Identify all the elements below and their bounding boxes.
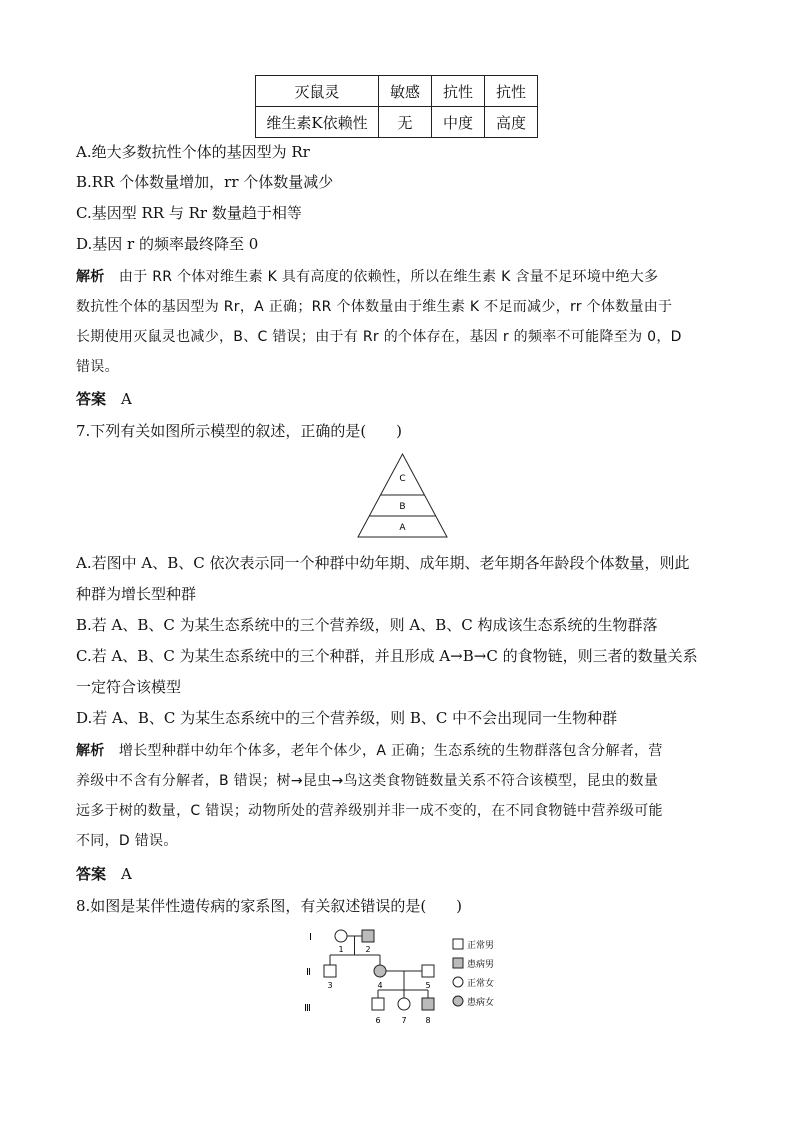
pyramid-label-c: C [399, 474, 406, 484]
individual-number: 2 [365, 945, 371, 954]
q7-option-d: D.若 A、B、C 为某生态系统中的三个营养级，则 B、C 中不会出现同一生物种群 [76, 709, 618, 727]
generation-label-3: Ⅲ [304, 1003, 311, 1014]
table-cell: 敏感 [379, 76, 432, 107]
individual-2-affected-male [362, 930, 374, 942]
q7-analysis-line: 远多于树的数量，C 错误；动物所处的营养级别并非一成不变的，在不同食物链中营养级可能 [76, 803, 663, 819]
legend-normal-female-icon [453, 977, 463, 987]
generation-label-1: Ⅰ [309, 932, 312, 943]
individual-number: 5 [425, 981, 431, 990]
table-row [256, 107, 538, 138]
q6-answer [76, 389, 132, 409]
analysis-text: 增长型种群中幼年个体多，老年个体少，A 正确；生态系统的生物群落包含分解者，营 [118, 743, 663, 759]
q7-analysis-line: 养级中不含有分解者，B 错误；树→昆虫→鸟这类食物链数量关系不符合该模型，昆虫的数量 [76, 773, 659, 789]
q6-option-c: C.基因型 RR 与 Rr 数量趋于相等 [76, 204, 302, 222]
answer-label: 答案 [76, 390, 107, 408]
individual-3-normal-male [324, 965, 336, 977]
q6-option-a: A.绝大多数抗性个体的基因型为 Rr [76, 143, 310, 161]
individual-7-normal-female [398, 998, 410, 1010]
pyramid-diagram [355, 452, 450, 540]
individual-6-normal-male [372, 998, 384, 1010]
individual-5-normal-male [422, 965, 434, 977]
answer-value: A [121, 865, 132, 883]
q6-analysis-line [76, 267, 658, 287]
q7-analysis-line: 不同，D 错误。 [76, 833, 178, 849]
individual-number: 1 [338, 945, 344, 954]
q7-option-b: B.若 A、B、C 为某生态系统中的三个营养级，则 A、B、C 构成该生态系统的生物群落 [76, 616, 658, 634]
table-cell: 无 [379, 107, 432, 138]
table-row [256, 76, 538, 107]
legend-affected-female-icon [453, 996, 463, 1006]
q8-stem: 8.如图是某伴性遗传病的家系图，有关叙述错误的是( ) [76, 897, 463, 915]
resistance-table [255, 75, 538, 138]
table-cell: 中度 [432, 107, 485, 138]
q7-analysis-line [76, 741, 663, 761]
individual-number: 4 [377, 981, 383, 990]
individual-number: 6 [375, 1016, 381, 1025]
legend-affected-male: 患病男 [467, 960, 495, 970]
legend-affected-male-icon [453, 958, 463, 968]
answer-label: 答案 [76, 865, 107, 883]
q7-option-c: C.若 A、B、C 为某生态系统中的三个种群，并且形成 A→B→C 的食物链，则三者的数量关系 [76, 647, 698, 665]
q7-answer [76, 864, 132, 884]
answer-value: A [121, 390, 132, 408]
q6-analysis-line: 数抗性个体的基因型为 Rr，A 正确；RR 个体数量由于维生素 K 不足而减少，rr 个体数量由于 [76, 299, 673, 315]
pyramid-label-a: A [399, 523, 406, 533]
table-cell: 抗性 [485, 76, 538, 107]
individual-number: 3 [327, 981, 333, 990]
analysis-label: 解析 [76, 743, 105, 759]
legend-normal-male-icon [453, 939, 463, 949]
pedigree-chart [300, 925, 510, 1027]
q6-analysis-line: 长期使用灭鼠灵也减少，B、C 错误；由于有 Rr 的个体存在，基因 r 的频率不可能降至为 0，D [76, 329, 682, 345]
legend-normal-male: 正常男 [467, 941, 495, 951]
individual-number: 7 [401, 1016, 407, 1025]
table-cell: 维生素K依赖性 [256, 107, 379, 138]
individual-8-affected-male [422, 998, 434, 1010]
pyramid-label-b: B [399, 502, 406, 512]
table-cell: 高度 [485, 107, 538, 138]
q7-option-c-cont: 一定符合该模型 [76, 678, 182, 696]
legend-affected-female: 患病女 [467, 998, 495, 1008]
individual-4-affected-female [374, 965, 386, 977]
q7-option-a: A.若图中 A、B、C 依次表示同一个种群中幼年期、成年期、老年期各年龄段个体数量，则此 [76, 554, 690, 572]
generation-label-2: Ⅱ [306, 967, 311, 978]
table-cell: 灭鼠灵 [256, 76, 379, 107]
q7-option-a-cont: 种群为增长型种群 [76, 585, 197, 603]
analysis-text: 由于 RR 个体对维生素 K 具有高度的依赖性，所以在维生素 K 含量不足环境中绝大多 [118, 269, 659, 285]
table-cell: 抗性 [432, 76, 485, 107]
q6-analysis-line: 错误。 [76, 359, 119, 375]
individual-number: 8 [425, 1016, 431, 1025]
q7-stem: 7.下列有关如图所示模型的叙述，正确的是( ) [76, 422, 403, 440]
analysis-label: 解析 [76, 269, 105, 285]
individual-1-normal-female [335, 930, 347, 942]
legend-normal-female: 正常女 [467, 979, 495, 989]
q6-option-b: B.RR 个体数量增加，rr 个体数量减少 [76, 173, 334, 191]
q6-option-d: D.基因 r 的频率最终降至 0 [76, 235, 259, 253]
